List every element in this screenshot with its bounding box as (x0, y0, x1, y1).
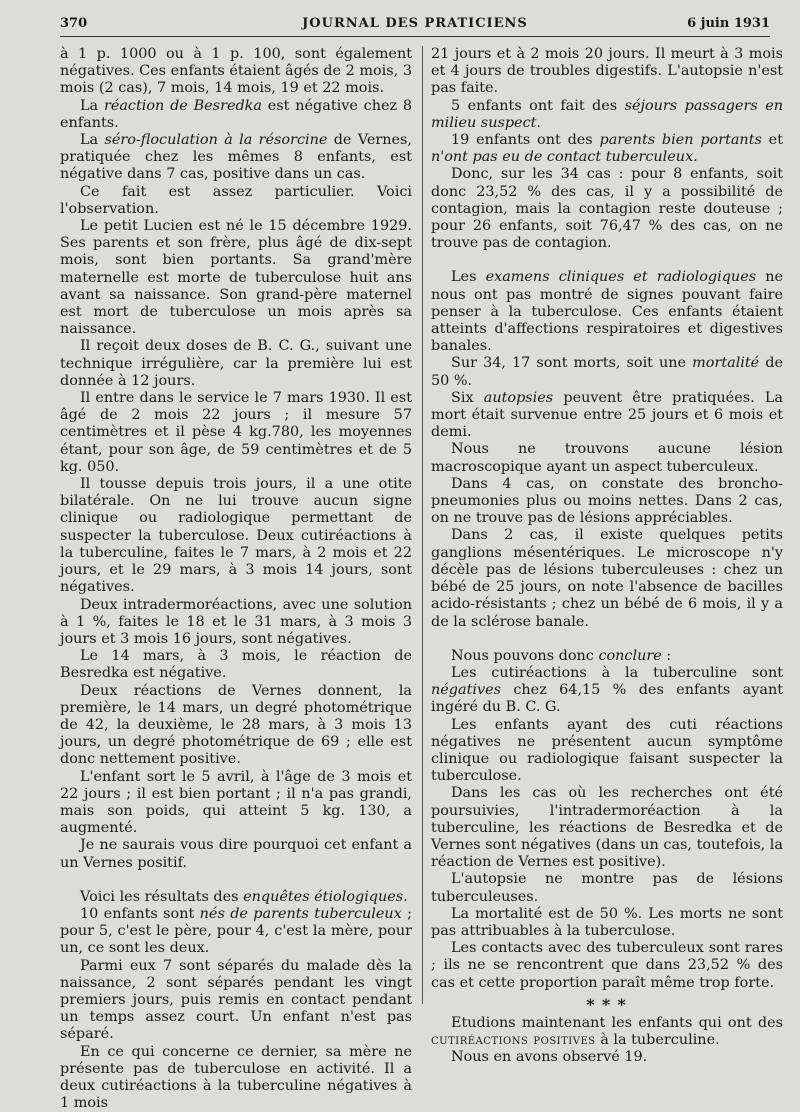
paragraph: La réaction de Besredka est négative chez 8 enfants. (60, 97, 413, 131)
issue-date: 6 juin 1931 (687, 16, 770, 31)
left-column (60, 46, 412, 1112)
paragraph: Les contacts avec des tuberculeux sont rares ; ils ne se rencontrent que dans 23,52 % des cas et cette proportion paraît même trop forte. (431, 940, 783, 991)
paragraph: L'enfant sort le 5 avril, à l'âge de 3 mois et 22 jours ; il est bien portant ; il n'a pas grandi, mais son poids, qui atteint 5 kg. 130, a augmenté. (60, 768, 412, 837)
paragraph: Il tousse depuis trois jours, il a une otite bilatérale. On ne lui trouve aucun signe clinique ou radiologique permettant de suspecter la tuberculose. Deux cutiréactions à la tuberculine, faites le 7 mars, à 2 mois et 22 jours, et le 29 mars, à 3 mois 14 jours, sont négatives. (60, 476, 412, 596)
paragraph: En ce qui concerne ce dernier, sa mère ne présente pas de tuberculose en activité. Il a deux cutiréactions à la tuberculine négatives à 1 mois (60, 1043, 412, 1112)
column-divider (422, 46, 423, 1004)
paragraph: 21 jours et à 2 mois 20 jours. Il meurt à 3 mois et 4 jours de troubles digestifs. L'autopsie n'est pas faite. (431, 46, 783, 97)
journal-title: JOURNAL DES PRATICIENS (302, 16, 528, 31)
paragraph: Parmi eux 7 sont séparés du malade dès la naissance, 2 sont séparés pendant les vingt premiers jours, puis remis en contact pendant un temps assez court. Un enfant n'est pas séparé. (60, 957, 412, 1043)
paragraph: 5 enfants ont fait des séjours passagers en milieu suspect. (431, 97, 783, 131)
paragraph: Deux réactions de Vernes donnent, la première, le 14 mars, un degré photométrique de 42, la deuxième, le 28 mars, à 3 mois 13 jours, un degré photométrique de 69 ; elle est donc nettement positive. (60, 682, 412, 768)
section-asterism: * * * (586, 994, 628, 1014)
paragraph: 19 enfants ont des parents bien portants et n'ont pas eu de contact tuberculeux. (431, 132, 783, 166)
paragraph: 10 enfants sont nés de parents tuberculeux ; pour 5, c'est le père, pour 4, c'est la mère, pour un, ce sont les deux. (60, 905, 412, 957)
paragraph: Nous ne trouvons aucune lésion macroscopique ayant un aspect tuberculeux. (431, 441, 783, 475)
paragraph: Les enfants ayant des cuti réactions négatives ne présentent aucun symptôme clinique ou radiologique faisant suspecter la tuberculose. (431, 716, 783, 785)
paragraph: Etudions maintenant les enfants qui ont des cutiréactions positives à la tuberculine. (431, 1014, 783, 1049)
paragraph: Il entre dans le service le 7 mars 1930. Il est âgé de 2 mois 22 jours ; il mesure 57 centimètres et il pèse 4 kg.780, les moyennes étant, pour son âge, de 59 centimètres et de 5 kg. 050. (60, 390, 412, 475)
paragraph: Les examens cliniques et radiologiques ne nous ont pas montré de signes pouvant faire penser à la tuberculose. Ces enfants étaient atteints d'affections respiratoires et digestives banales. (431, 269, 783, 355)
paragraph: Je ne saurais vous dire pourquoi cet enfant a un Vernes positif. (60, 837, 412, 871)
paragraph: Le 14 mars, à 3 mois, le réaction de Besredka est négative. (60, 648, 412, 682)
paragraph: L'autopsie ne montre pas de lésions tuberculeuses. (431, 871, 783, 905)
page-header (60, 10, 770, 37)
paragraph: Dans 2 cas, il existe quelques petits ganglions mésentériques. Le microscope n'y décèle pas de lésions tuberculeuses : chez un bébé de 25 jours, on note l'absence de bacilles acido-résistants ; chez un bébé de 6 mois, il y a de la sclérose banale. (431, 527, 783, 630)
paragraph: Donc, sur les 34 cas : pour 8 enfants, soit donc 23,52 % des cas, il y a possibilité de contagion, mais la contagion reste douteuse ; pour 26 enfants, soit 76,47 % des cas, on ne trouve pas de contagion. (431, 166, 783, 252)
paragraph: Dans les cas où les recherches ont été poursuivies, l'intradermoréaction à la tuberculine, les réactions de Besredka et de Vernes sont négatives (dans un cas, toutefois, la réaction de Vernes est positive). (431, 785, 783, 871)
paragraph: La mortalité est de 50 %. Les morts ne sont pas attribuables à la tuberculose. (431, 905, 783, 939)
paragraph-gap (431, 252, 783, 269)
paragraph: Le petit Lucien est né le 15 décembre 1929. Ses parents et son frère, plus âgé de dix-sept mois, sont bien portants. Sa grand'mère maternelle est morte de tuberculose huit ans avant sa naissance. Son grand-père maternel est mort de tuberculose un mois après sa naissance. (60, 218, 412, 338)
paragraph: Six autopsies peuvent être pratiquées. La mort était survenue entre 25 jours et 6 mois et demi. (431, 389, 784, 441)
paragraph: Voici les résultats des enquêtes étiologiques. (80, 888, 408, 905)
paragraph: La séro-floculation à la résorcine de Vernes, pratiquée chez les mêmes 8 enfants, est négative dans 7 cas, positive dans un cas. (60, 132, 412, 183)
paragraph-gap (431, 631, 783, 648)
right-column (431, 46, 783, 1067)
paragraph: Dans 4 cas, on constate des broncho-pneumonies plus ou moins nettes. Dans 2 cas, on ne trouve pas de lésions appréciables. (431, 475, 783, 527)
paragraph: Ce fait est assez particulier. Voici l'observation. (60, 183, 412, 217)
paragraph: Nous en avons observé 19. (451, 1049, 648, 1066)
paragraph: Nous pouvons donc conclure : (451, 647, 672, 664)
paragraph: Il reçoit deux doses de B. C. G., suivant une technique irrégulière, car la première lui est donnée à 12 jours. (60, 338, 412, 389)
paragraph-gap (60, 872, 412, 889)
paragraph: Sur 34, 17 sont morts, soit une mortalité de 50 %. (431, 355, 783, 389)
paragraph: à 1 p. 1000 ou à 1 p. 100, sont également négatives. Ces enfants étaient âgés de 2 mois, 3 mois (2 cas), 7 mois, 14 mois, 19 et 22 mois. (60, 46, 412, 97)
paragraph: Les cutiréactions à la tuberculine sont négatives chez 64,15 % des enfants ayant ingéré du B. C. G. (431, 664, 783, 716)
paragraph: Deux intradermoréactions, avec une solution à 1 %, faites le 18 et le 31 mars, à 3 mois 3 jours et 3 mois 16 jours, sont négatives. (60, 596, 412, 647)
page-number: 370 (60, 16, 88, 31)
